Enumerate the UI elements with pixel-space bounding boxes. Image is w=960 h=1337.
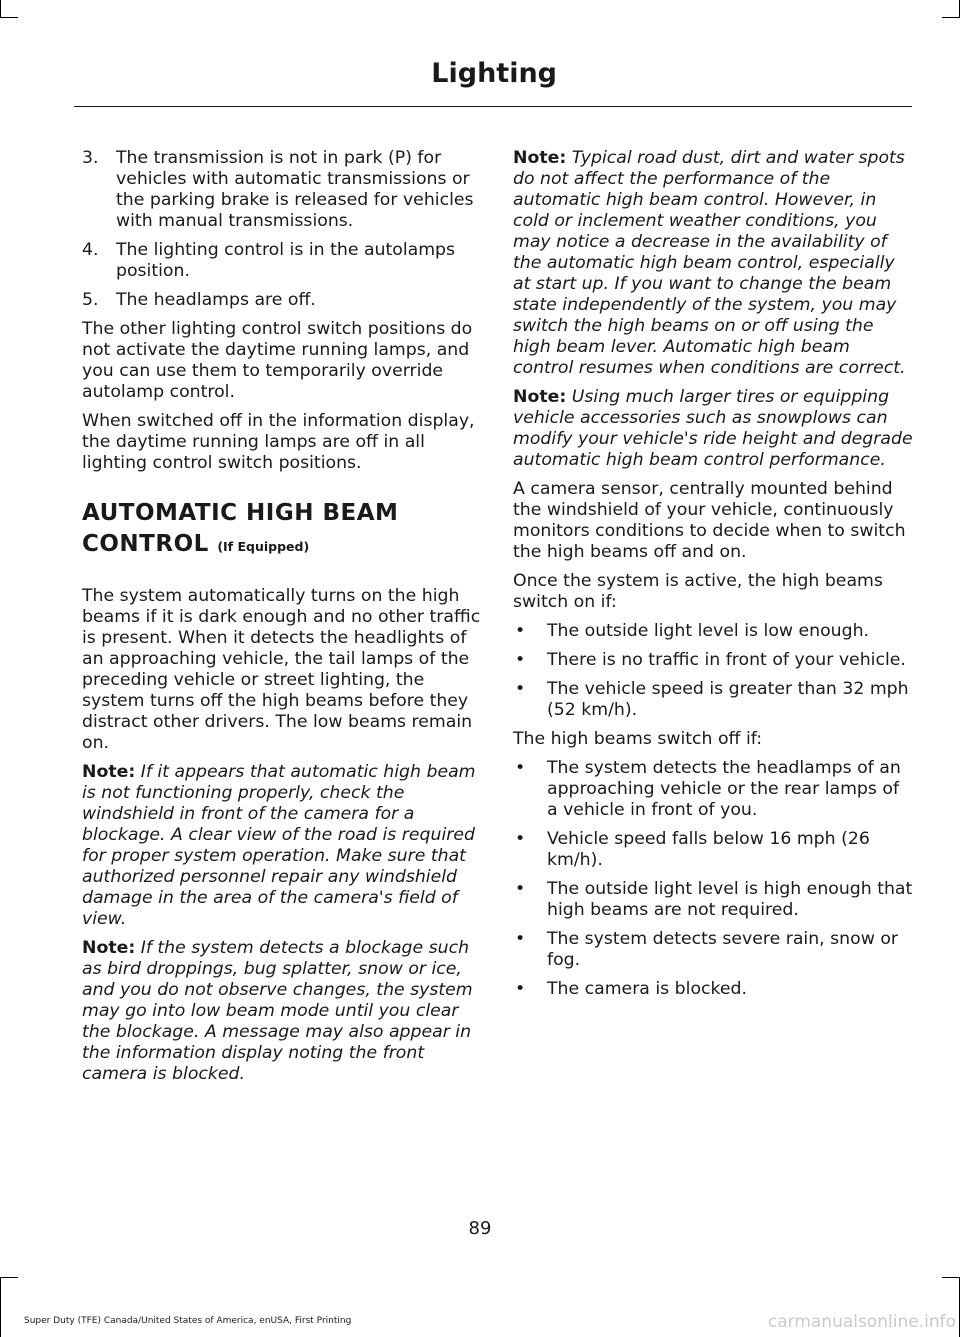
note-label: Note: [82,938,136,958]
list-item-text: The system detects the headlamps of an approaching vehicle or the rear lamps of a vehicle in front of you. [547,758,901,820]
crop-mark-bottom-left-h [0,1277,18,1278]
list-item [513,650,913,671]
bullet-icon: • [515,679,526,699]
crop-mark-bottom-left [0,1277,1,1337]
list-item [513,829,913,871]
note-tires [513,387,913,471]
list-item [513,679,913,721]
list-item-text: The system detects severe rain, snow or fog. [547,929,898,970]
page-title: Lighting [431,58,557,89]
section-heading [82,498,482,562]
numbered-item [82,240,482,282]
note-blockage [82,938,482,1085]
list-item [513,979,913,1000]
list-item-text: The outside light level is high enough that high beams are not required. [547,879,913,920]
item-number: 5. [82,290,99,310]
note-text: Using much larger tires or equipping vehicle accessories such as snowplows can modify your vehicle's ride height and degrade automatic high beam control performance. [513,387,913,470]
crop-mark-top-right-h [942,17,960,18]
note-label: Note: [82,762,136,782]
item-number: 3. [82,148,99,168]
item-text: The lighting control is in the autolamps position. [116,240,456,281]
paragraph-camera-sensor: A camera sensor, centrally mounted behind the windshield of your vehicle, continuously monitors conditions to decide when to switch the high beams off and on. [513,479,906,562]
item-text: The transmission is not in park (P) for vehicles with automatic transmissions or the parking brake is released for vehicles with manual transmissions. [116,148,474,231]
bullet-icon: • [515,979,526,999]
crop-mark-top-left [0,0,1,18]
bullet-icon: • [515,879,526,899]
list-item-text: The outside light level is low enough. [547,621,870,641]
right-column [513,148,913,1008]
bullet-icon: • [515,650,526,670]
paragraph-override: The other lighting control switch positions do not activate the daytime running lamps, and you can use them to temporarily override autolamp control. [82,319,473,402]
list-item [513,879,913,921]
bullet-icon: • [515,758,526,778]
list-item [513,929,913,971]
bullet-icon: • [515,929,526,949]
note-text: If it appears that automatic high beam is not functioning properly, check the windshield in front of the camera for a blockage. A clear view of the road is required for proper system operation. Make sure that authorized personnel repair any windshield damage in the area of the camera's field of view. [82,762,476,929]
crop-mark-bottom-right-h [942,1277,960,1278]
heading-line-1: AUTOMATIC HIGH BEAM [82,500,399,526]
note-windshield [82,762,482,930]
list-item-text: Vehicle speed falls below 16 mph (26 km/h). [547,829,870,870]
paragraph-switch-on-intro: Once the system is active, the high beams switch on if: [513,571,883,612]
note-weather [513,148,913,379]
bullet-icon: • [515,829,526,849]
left-column [82,148,482,1093]
list-item-text: The camera is blocked. [547,979,748,999]
paragraph-info-display: When switched off in the information display, the daytime running lamps are off in all lighting control switch positions. [82,411,475,473]
list-item-text: There is no traffic in front of your vehicle. [547,650,906,670]
paragraph-switch-off-intro: The high beams switch off if: [513,729,763,749]
list-item [513,621,913,642]
note-text: If the system detects a blockage such as bird droppings, bug splatter, snow or ice, and you do not observe changes, the system may go into low beam mode until you clear the blockage. A message may also appear in the information display noting the front camera is blocked. [82,938,473,1084]
note-text: Typical road dust, dirt and water spots do not affect the performance of the automatic high beam control. However, in cold or inclement weather conditions, you may notice a decrease in the availability of the automatic high beam control, especially at start up. If you want to change the beam state independently of the system, you may switch the high beams on or off using the high beam lever. Automatic high beam control resumes when conditions are correct. [513,148,906,378]
list-item-text: The vehicle speed is greater than 32 mph (52 km/h). [547,679,909,720]
paragraph-system-description: The system automatically turns on the high beams if it is dark enough and no other traffic is present. When it detects the headlights of an approaching vehicle, the tail lamps of the preceding vehicle or street lighting, the system turns off the high beams before they distract other drivers. The low beams remain on. [82,586,481,753]
list-item [513,758,913,821]
item-number: 4. [82,240,99,260]
numbered-item [82,290,482,311]
numbered-item [82,148,482,232]
header-divider [74,106,912,107]
note-label: Note: [513,387,567,407]
page-number: 89 [468,1218,492,1239]
bullet-icon: • [515,621,526,641]
watermark: carmanualsonline.info [767,1312,956,1332]
footer-edition: Super Duty (TFE) Canada/United States of America, enUSA, First Printing [24,1316,352,1326]
heading-qualifier: (If Equipped) [217,539,310,554]
item-text: The headlamps are off. [116,290,316,310]
heading-line-2: CONTROL [82,531,209,557]
note-label: Note: [513,148,567,168]
crop-mark-top-left-h [0,17,18,18]
